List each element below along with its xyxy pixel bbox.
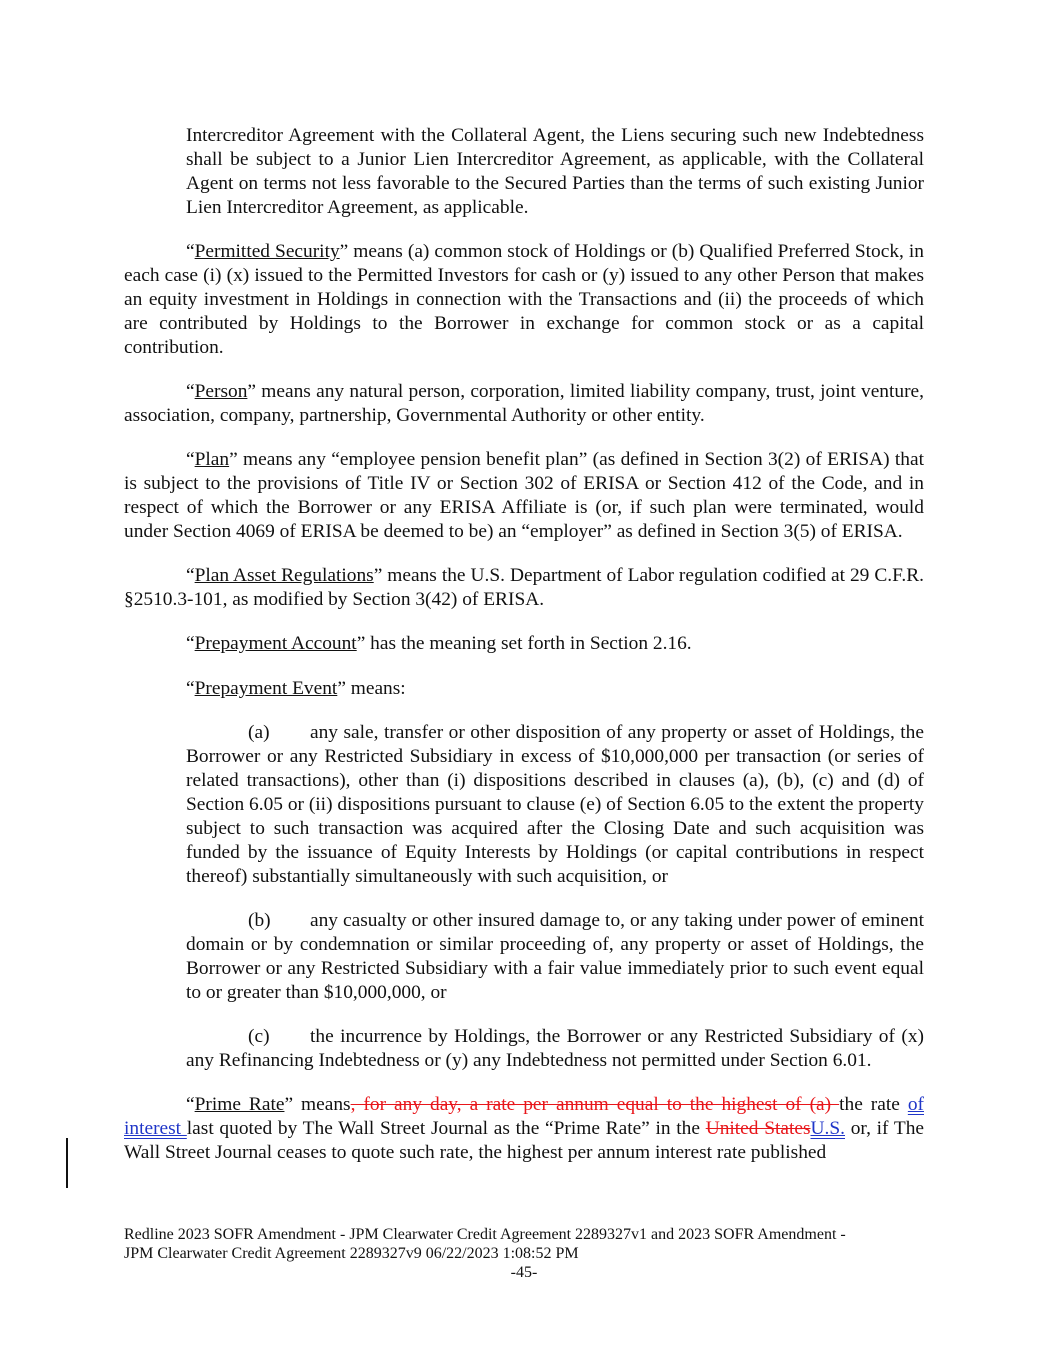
defined-term: Permitted Security — [194, 241, 340, 262]
page-number: -45- — [510, 1264, 538, 1281]
definition-person: “Person” means any natural person, corporation, limited liability company, trust, joint venture, association, company, partnership, Governmental Authority or other entity. — [124, 381, 924, 426]
definition-body: ” means any natural person, corporation, limited liability company, trust, joint venture, association, company, partnership, Governmental Authority or other entity. — [124, 381, 924, 426]
clause-text: the incurrence by Holdings, the Borrower or any Restricted Subsidiary of (x) any Refinancing Indebtedness or (y) any Indebtedness not permitted under Section 6.01. — [186, 1026, 924, 1071]
footer-line-2: JPM Clearwater Credit Agreement 2289327v9 06/22/2023 1:08:52 PM — [124, 1245, 579, 1262]
clause-c — [186, 1025, 924, 1073]
continuation-paragraph: Intercreditor Agreement with the Collateral Agent, the Liens securing such new Indebtedness shall be subject to a Junior Lien Intercreditor Agreement, as applicable, with the Collateral Agent on terms not less favorable to the Secured Parties than the terms of such existing Junior Lien Intercreditor Agreement, as applicable. — [186, 125, 924, 218]
definition-prepayment-account: “Prepayment Account” has the meaning set forth in Section 2.16. — [186, 633, 692, 654]
definition-prepayment-event: “Prepayment Event” means: — [186, 678, 406, 699]
inserted-text: U.S. — [810, 1118, 845, 1139]
definition-body: ” has the meaning set forth in Section 2.16. — [356, 633, 692, 654]
definition-plan: “Plan” means any “employee pension benefit plan” (as defined in Section 3(2) of ERISA) that is subject to the provisions of Title IV or Section 302 of ERISA or Section 412 of the Code, and in respect of which the Borrower or any ERISA Affiliate is (or, if such plan were terminated, would under Section 4069 of ERISA be deemed to be) an “employer” as defined in Section 3(5) of ERISA. — [124, 449, 924, 542]
clause-a — [186, 721, 924, 889]
defined-term: Person — [194, 381, 248, 402]
clause-text: any sale, transfer or other disposition of any property or asset of Holdings, the Borrower or any Restricted Subsidiary in excess of $10,000,000 per transaction (or series of related transactions), other than (i) dispositions described in clauses (a), (b), (c) and (d) of Section 6.05 or (ii) dispositions pursuant to clause (e) of Section 6.05 to the extent the property subject to such transaction was acquired after the Closing Date and such acquisition was funded by the issuance of Equity Interests by Holdings (or capital contributions in respect thereof) substantially simultaneously with such acquisition, or — [186, 722, 924, 887]
definition-prime-rate: “Prime Rate” means, for any day, a rate per annum equal to the highest of (a) the rate of interest last quoted by The Wall Street Journal as the “Prime Rate” in the United StatesU.S. or, if The Wall Street Journal ceases to quote such rate, the highest per annum interest rate published — [124, 1094, 924, 1163]
definition-plan-asset-regulations: “Plan Asset Regulations” means the U.S. Department of Labor regulation codified at 29 C.F.R. §2510.3-101, as modified by Section 3(42) of ERISA. — [124, 565, 925, 610]
page-footer — [124, 1225, 924, 1282]
definition-body: ” means any “employee pension benefit plan” (as defined in Section 3(2) of ERISA) that is subject to the provisions of Title IV or Section 302 of ERISA or Section 412 of the Code, and in respect of which the Borrower or any ERISA Affiliate is (or, if such plan were terminated, would under Section 4069 of ERISA be deemed to be) an “employer” as defined in Section 3(5) of ERISA. — [124, 449, 924, 542]
redline-change-bar — [66, 1138, 68, 1188]
clause-text: any casualty or other insured damage to, or any taking under power of eminent domain or by condemnation or similar proceeding of, any property or asset of Holdings, the Borrower or any Restricted Subsidiary with a fair value immediately prior to such event equal to or greater than $10,000,000, or — [186, 910, 924, 1003]
definition-body: ” means (a) common stock of Holdings or (b) Qualified Preferred Stock, in each case (i) (x) issued to the Permitted Investors for cash or (y) issued to any other Person that makes an equity investment in Holdings in connection with the Transactions and (ii) the proceeds of which are contributed by Holdings to the Borrower in exchange for common stock or as a capital contribution. — [124, 241, 924, 358]
document-page — [124, 124, 924, 1165]
defined-term: Plan Asset Regulations — [194, 565, 374, 586]
defined-term: Prepayment Event — [194, 678, 338, 699]
definition-permitted-security: “Permitted Security” means (a) common stock of Holdings or (b) Qualified Preferred Stock, in each case (i) (x) issued to the Permitted Investors for cash or (y) issued to any other Person that makes an equity investment in Holdings in connection with the Transactions and (ii) the proceeds of which are contributed by Holdings to the Borrower in exchange for common stock or as a capital contribution. — [124, 241, 924, 358]
inserted-text: of interest — [124, 1094, 924, 1139]
definition-body: ” means the U.S. Department of Labor regulation codified at 29 C.F.R. §2510.3-101, as modified by Section 3(42) of ERISA. — [124, 565, 925, 610]
defined-term: Plan — [194, 449, 230, 470]
deleted-text: United States — [705, 1118, 811, 1139]
defined-term: Prime Rate — [194, 1094, 285, 1115]
deleted-text: , for any day, a rate per annum equal to the highest of (a) — [350, 1094, 840, 1115]
clause-number: (b) — [248, 910, 271, 931]
clause-b — [186, 909, 924, 1005]
footer-line-1: Redline 2023 SOFR Amendment - JPM Clearwater Credit Agreement 2289327v1 and 2023 SOFR Amendment - — [124, 1226, 846, 1243]
definition-body: ” means: — [337, 678, 406, 699]
clause-number: (c) — [248, 1026, 270, 1047]
clause-number: (a) — [248, 722, 270, 743]
defined-term: Prepayment Account — [194, 633, 357, 654]
